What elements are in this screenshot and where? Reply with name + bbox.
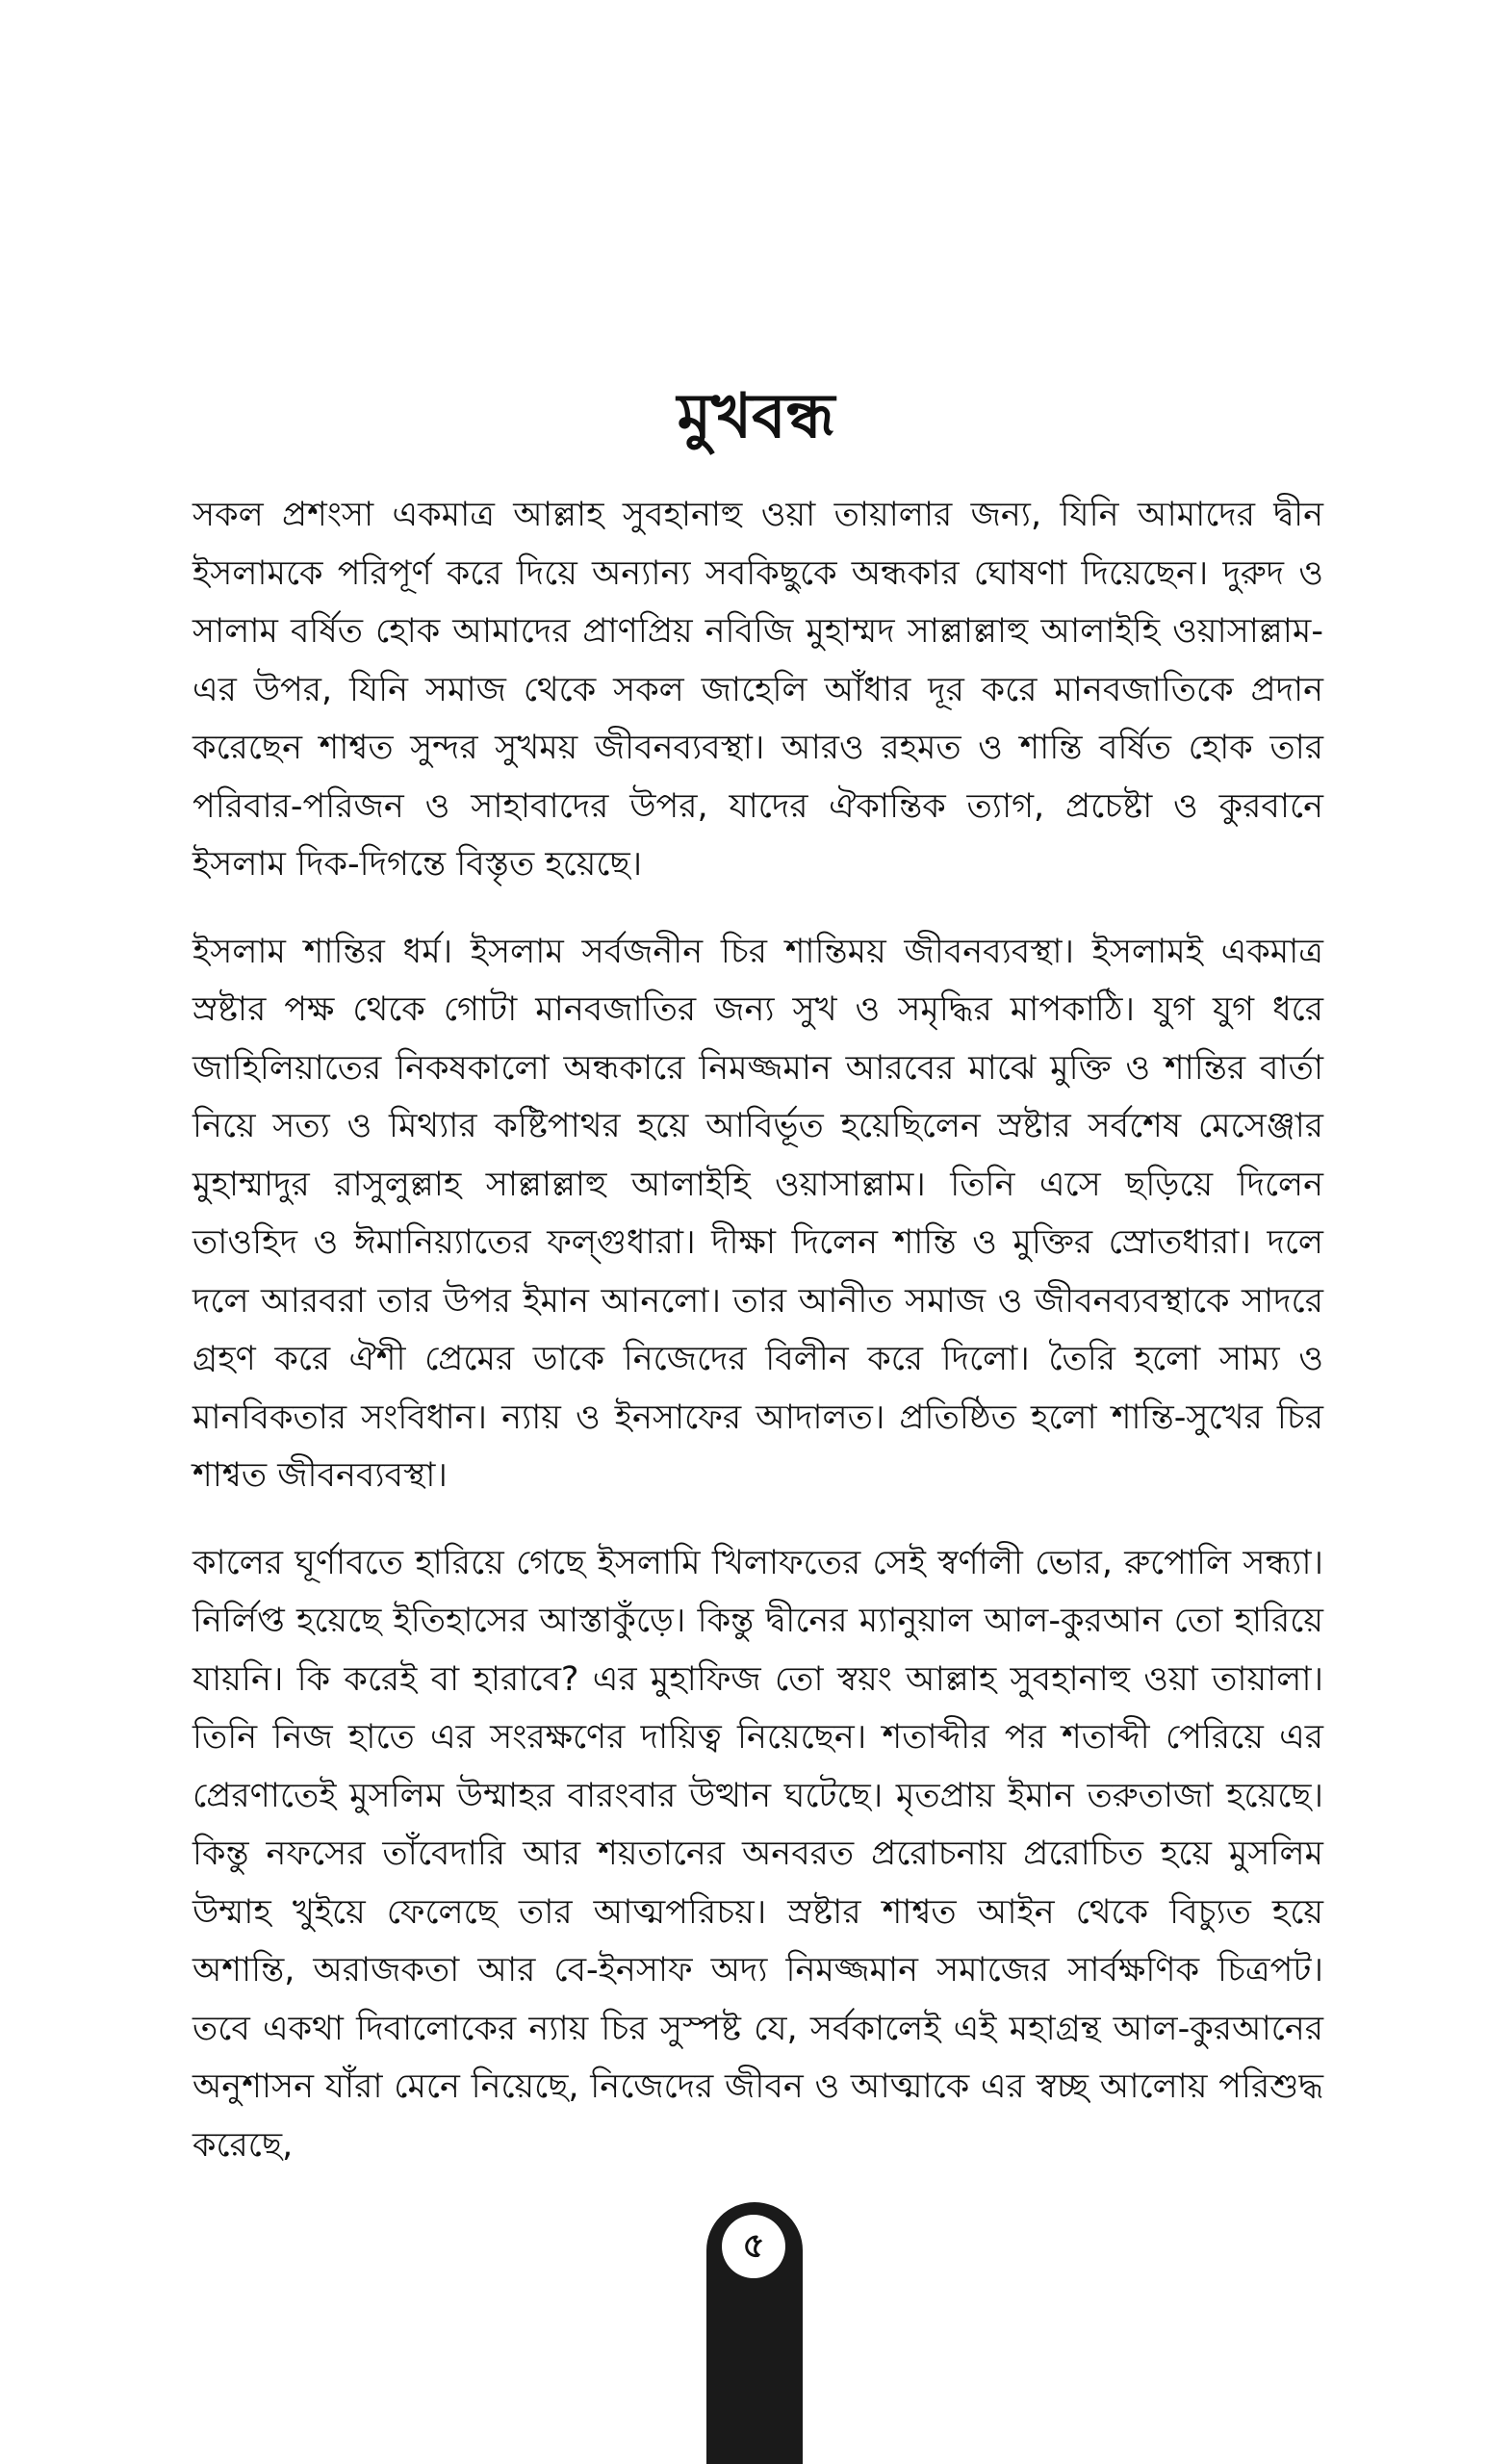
body-text xyxy=(192,486,1323,2174)
paragraph-1: সকল প্রশংসা একমাত্র আল্লাহ সুবহানাহু ওয়া তায়ালার জন্য, যিনি আমাদের দ্বীন ইসলামকে পরিপূর্ণ করে দিয়ে অন্যান্য সবকিছুকে অন্ধকার ঘোষণা দিয়েছেন। দুরুদ ও সালাম বর্ষিত হোক আমাদের প্রাণপ্রিয় নবিজি মুহাম্মদ সাল্লাল্লাহু আলাইহি ওয়াসাল্লাম-এর উপর, যিনি সমাজ থেকে সকল জাহেলি আঁধার দূর করে মানবজাতিকে প্রদান করেছেন শাশ্বত সুন্দর সুখময় জীবনব্যবস্থা। আরও রহমত ও শান্তি বর্ষিত হোক তার পরিবার-পরিজন ও সাহাবাদের উপর, যাদের ঐকান্তিক ত্যাগ, প্রচেষ্টা ও কুরবানে ইসলাম দিক-দিগন্তে বিস্তৃত হয়েছে। xyxy=(192,496,1323,884)
paragraph-3: কালের ঘূর্ণাবতে হারিয়ে গেছে ইসলামি খিলাফতের সেই স্বর্ণালী ভোর, রুপোলি সন্ধ্যা। নির্লিপ্ত হয়েছে ইতিহাসের আস্তাকুঁড়ে। কিন্তু দ্বীনের ম্যানুয়াল আল-কুরআন তো হারিয়ে যায়নি। কি করেই বা হারাবে? এর মুহাফিজ তো স্বয়ং আল্লাহ সুবহানাহু ওয়া তায়ালা। তিনি নিজ হাতে এর সংরক্ষণের দায়িত্ব নিয়েছেন। শতাব্দীর পর শতাব্দী পেরিয়ে এর প্রেরণাতেই মুসলিম উম্মাহর বারংবার উত্থান ঘটেছে। মৃতপ্রায় ইমান তরুতাজা হয়েছে। কিন্তু নফসের তাঁবেদারি আর শয়তানের অনবরত প্ররোচনায় প্ররোচিত হয়ে মুসলিম উম্মাহ খুইয়ে ফেলেছে তার আত্মপরিচয়। স্রষ্টার শাশ্বত আইন থেকে বিচ্যুত হয়ে অশান্তি, অরাজকতা আর বে-ইনসাফ অদ্য নিমজ্জমান সমাজের সার্বক্ষণিক চিত্রপট। তবে একথা দিবালোকের ন্যায় চির সুস্পষ্ট যে, সর্বকালেই এই মহাগ্রন্থ আল-কুরআনের অনুশাসন যাঁরা মেনে নিয়েছে, নিজেদের জীবন ও আত্মাকে এর স্বচ্ছ আলোয় পরিশুদ্ধ করেছে, xyxy=(192,1543,1323,2165)
page-number: ৫ xyxy=(722,2215,785,2278)
paragraph-2: ইসলাম শান্তির ধর্ম। ইসলাম সর্বজনীন চির শান্তিময় জীবনব্যবস্থা। ইসলামই একমাত্র স্রষ্টার পক্ষ থেকে গোটা মানবজাতির জন্য সুখ ও সমৃদ্ধির মাপকাঠি। যুগ যুগ ধরে জাহিলিয়াতের নিকষকালো অন্ধকারে নিমজ্জমান আরবের মাঝে মুক্তি ও শান্তির বার্তা নিয়ে সত্য ও মিথ্যার কষ্টিপাথর হয়ে আবির্ভূত হয়েছিলেন স্রষ্টার সর্বশেষ মেসেঞ্জার মুহাম্মাদুর রাসুলুল্লাহ সাল্লাল্লাহু আলাইহি ওয়াসাল্লাম। তিনি এসে ছড়িয়ে দিলেন তাওহিদ ও ঈমানিয়্যাতের ফল্গুধারা। দীক্ষা দিলেন শান্তি ও মুক্তির স্রোতধারা। দলে দলে আরবরা তার উপর ইমান আনলো। তার আনীত সমাজ ও জীবনব্যবস্থাকে সাদরে গ্রহণ করে ঐশী প্রেমের ডাকে নিজেদের বিলীন করে দিলো। তৈরি হলো সাম্য ও মানবিকতার সংবিধান। ন্যায় ও ইনসাফের আদালত। প্রতিষ্ঠিত হলো শান্তি-সুখের চির শাশ্বত জীবনব্যবস্থা। xyxy=(192,932,1323,1495)
page-title: মুখবন্ধ xyxy=(677,381,835,452)
